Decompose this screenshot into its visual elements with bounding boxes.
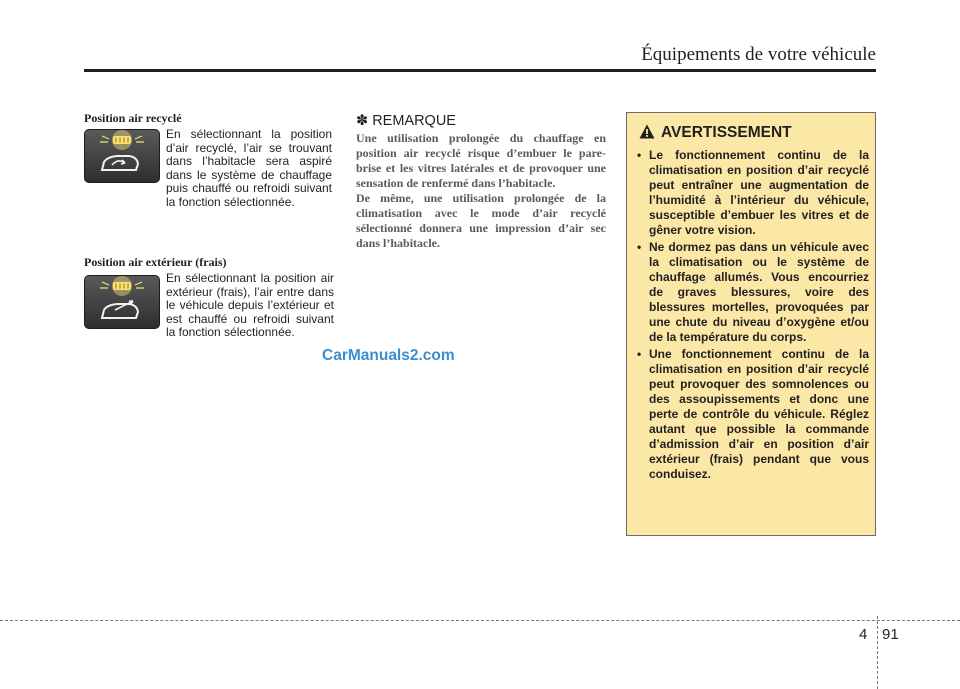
warning-triangle-icon	[639, 124, 655, 139]
page-header-title: Équipements de votre véhicule	[641, 44, 876, 65]
recirc-description: En sélectionnant la position d’air recyclé, l’air se trouvant dans l’habitacle sera aspiré dans le système de chauffage puis chauffé ou refroidi suivant la fonction sélectionnée.	[166, 127, 332, 209]
warning-heading	[639, 124, 792, 142]
remark-title-text: REMARQUE	[372, 113, 456, 129]
warning-list	[637, 148, 869, 484]
chapter-number: 4	[859, 626, 868, 643]
recirc-air-icon	[85, 130, 159, 182]
recirc-section-title: Position air recyclé	[84, 111, 182, 125]
footer-dashed-rule	[0, 620, 960, 621]
remark-paragraph: Une utilisation prolongée du chauffage en position air recyclé risque d’embuer le pare-brise et les vitres latérales et de provoquer une sensation de renfermé dans l’habitacle.	[356, 131, 606, 190]
warning-box	[626, 112, 876, 536]
remark-body	[356, 131, 606, 251]
warning-item: • Ne dormez pas dans un véhicule avec la climatisation ou le système de chauffage allumés. Vous encourriez de graves blessures, voire des blessures mortelles, provoquées par une chute du niveau d’oxygène et/ou de la température du corps.	[637, 240, 869, 345]
footer-separator	[877, 616, 878, 689]
warning-item: • Une fonctionnement continu de la climatisation en position d’air recyclé peut provoquer des somnolences ou des assoupissements et donc une perte de contrôle du véhicule. Réglez autant que possible la commande d’admission d’air en position d’air extérieur (frais) pendant que vous conduisez.	[637, 347, 869, 482]
page-number: 91	[882, 626, 899, 643]
fresh-air-icon	[85, 276, 159, 328]
watermark: CarManuals2.com	[322, 347, 455, 364]
fresh-description: En sélectionnant la position air extérieur (frais), l’air entre dans le véhicule depuis l’extérieur et est chauffé ou refroidi suivant la fonction sélectionnée.	[166, 271, 334, 339]
warning-item: • Le fonctionnement continu de la climatisation en position d’air recyclé peut entraîner une augmentation de l’humidité à l’intérieur du véhicule, susceptible d’embuer les vitres et de gêner votre vision.	[637, 148, 869, 238]
remark-symbol-icon: ✽	[356, 113, 369, 129]
remark-paragraph: De même, une utilisation prolongée de la climatisation avec le mode d’air recyclé sélectionné donnera une impression d’air sec dans l’habitacle.	[356, 191, 606, 250]
fresh-button-image	[84, 275, 160, 329]
header-rule	[84, 69, 876, 72]
remark-title	[356, 113, 456, 129]
warning-title: AVERTISSEMENT	[661, 124, 792, 141]
recirc-button-image	[84, 129, 160, 183]
fresh-section-title: Position air extérieur (frais)	[84, 255, 227, 269]
